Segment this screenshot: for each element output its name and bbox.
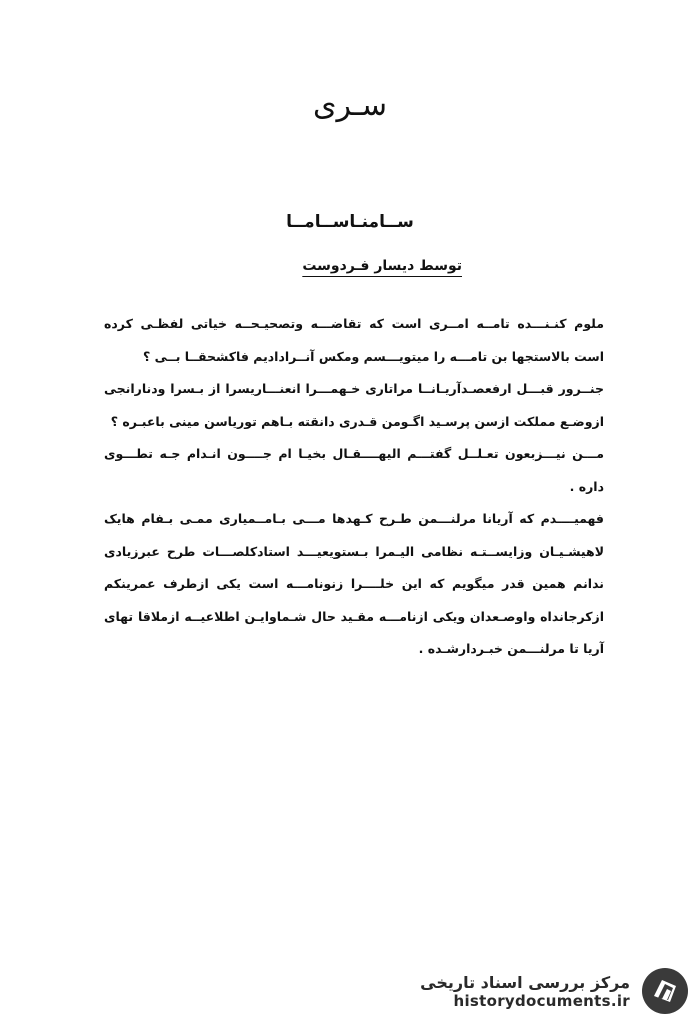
body-paragraph: مـــن نیـــزبعون تعـلــل گفتـــم الیهــــقـال بخیـا ام جــــون انـدام جـه تطـــوی داره . bbox=[104, 446, 604, 494]
watermark-text bbox=[420, 973, 630, 1010]
body-paragraph: جنــرور قبـــل ارفعصـدآریـانــا مراتاری خـهمـــرا انعنـــاریسرا از بـسرا ودنارانجی ازوضـع مملکت ازسن پرسـيد اگـومن قـدری دانقته بـاهم توریاسن مینی باعبـره ؟ bbox=[104, 381, 604, 429]
classification-heading: سـری bbox=[313, 88, 387, 123]
watermark-url: historydocuments.ir bbox=[453, 991, 630, 1010]
watermark-persian-name: مرکز بررسی اسناد تاریخی bbox=[420, 972, 630, 992]
via-line: توسط دیسار فـردوست bbox=[302, 258, 462, 274]
document-subject: ســامنـاســامــا bbox=[286, 212, 414, 232]
archive-logo-icon bbox=[640, 966, 690, 1016]
watermark bbox=[420, 966, 690, 1016]
document-body bbox=[104, 308, 604, 666]
body-paragraph: ملوم کنـنـــده تامــه امــری است که تقاضـــه وتصحیـحــه خیاتی لفظـی کرده است بالاستجها بن تامـــه را میتویـــسم ومکس آنــرادادیم فاکشحقــا بــی ؟ bbox=[104, 316, 604, 364]
body-paragraph: فهمیــــدم که آریانا مرلنـــمن طـرح کـهدها مـــی بـامــمیاری ممـی بـفام هایک لاهیشـیـان وزایســتـه نظامی الیـمرا بـستویعیـــد استادکلصـــات طرح عبرزیادی ندانم همین قدر میگویم که این خلــــرا زنونامـــه است یکی ازطرف عمرینکم ازکرجانداه واوصـعدان ویکی ازنامـــه مقـید حال شـماوایـن اطلاعیــه ازملاقا تهای آریا تا مرلنـــمن خبـردارشـده . bbox=[104, 511, 604, 656]
